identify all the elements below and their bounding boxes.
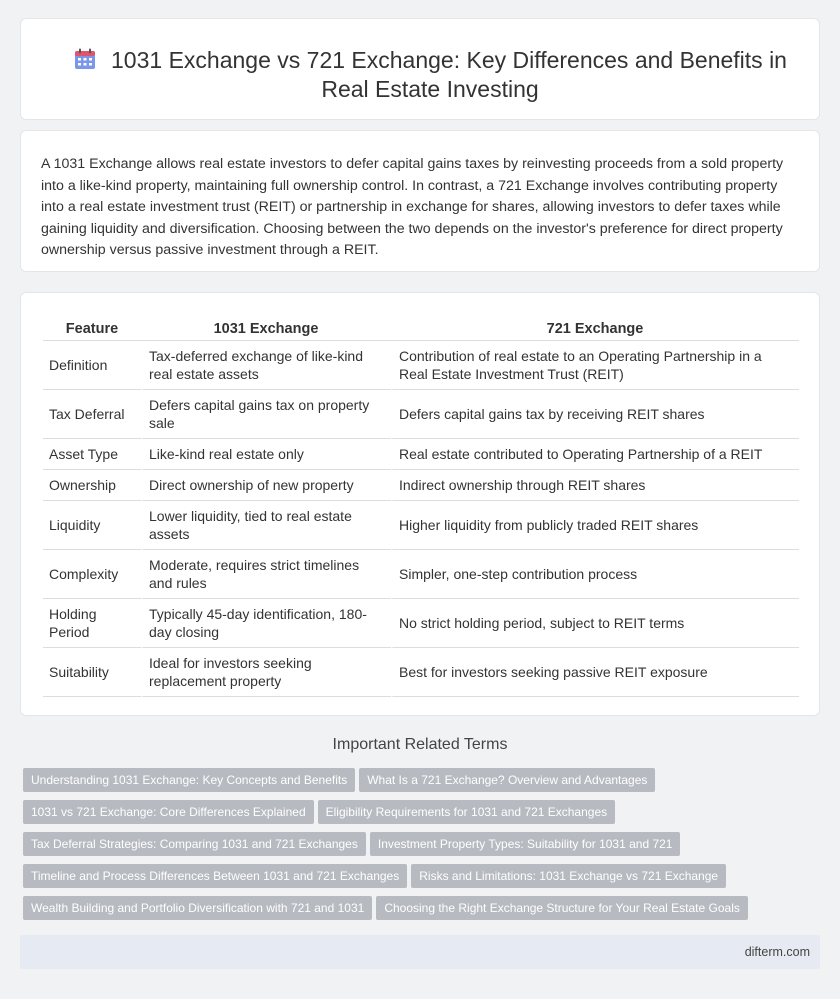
related-term-tag[interactable]: Choosing the Right Exchange Structure for Your Real Estate Goals: [376, 896, 748, 920]
comparison-table: [43, 313, 799, 697]
tag-row: [23, 896, 823, 928]
cell-1031: Tax-deferred exchange of like-kind real estate assets: [141, 341, 391, 390]
page-title: [61, 46, 799, 104]
table-row: [43, 599, 799, 648]
table-row: [43, 390, 799, 439]
intro-card: [20, 130, 820, 272]
related-terms-list: [23, 768, 823, 928]
tag-row: [23, 832, 823, 864]
cell-1031: Moderate, requires strict timelines and rules: [141, 550, 391, 599]
header-721: 721 Exchange: [391, 313, 799, 341]
footer: [20, 935, 820, 969]
cell-721: Best for investors seeking passive REIT exposure: [391, 648, 799, 697]
table-row: [43, 648, 799, 697]
page-title-text: 1031 Exchange vs 721 Exchange: Key Differences and Benefits in Real Estate Investing: [111, 47, 787, 102]
feature-cell: Definition: [43, 341, 141, 390]
table-row: [43, 501, 799, 550]
intro-paragraph: A 1031 Exchange allows real estate investors to defer capital gains taxes by reinvesting proceeds from a sold property into a like-kind property, maintaining full ownership control. In contrast, a 721 Exchange involves contributing property into a real estate investment trust (REIT) or partnership in exchange for shares, allowing investors to defer taxes while gaining liquidity and diversification. Choosing between the two depends on the investor's preference for direct property ownership versus passive investment through a REIT.: [41, 156, 784, 258]
feature-cell: Ownership: [43, 470, 141, 501]
header-card: [20, 18, 820, 120]
related-term-tag[interactable]: What Is a 721 Exchange? Overview and Advantages: [359, 768, 655, 792]
related-terms-title: Important Related Terms: [332, 736, 508, 753]
cell-1031: Direct ownership of new property: [141, 470, 391, 501]
comparison-table-card: [20, 292, 820, 716]
cell-721: Real estate contributed to Operating Partnership of a REIT: [391, 439, 799, 470]
cell-721: Higher liquidity from publicly traded REIT shares: [391, 501, 799, 550]
cell-1031: Like-kind real estate only: [141, 439, 391, 470]
related-term-tag[interactable]: Eligibility Requirements for 1031 and 721 Exchanges: [318, 800, 616, 824]
tag-row: [23, 768, 823, 800]
cell-721: Contribution of real estate to an Operating Partnership in a Real Estate Investment Trust (REIT): [391, 341, 799, 390]
feature-cell: Suitability: [43, 648, 141, 697]
feature-cell: Holding Period: [43, 599, 141, 648]
tag-row: [23, 864, 823, 896]
cell-721: Defers capital gains tax by receiving REIT shares: [391, 390, 799, 439]
related-term-tag[interactable]: Understanding 1031 Exchange: Key Concepts and Benefits: [23, 768, 355, 792]
related-term-tag[interactable]: Timeline and Process Differences Between 1031 and 721 Exchanges: [23, 864, 407, 888]
calendar-icon: [73, 47, 97, 71]
feature-cell: Asset Type: [43, 439, 141, 470]
feature-cell: Liquidity: [43, 501, 141, 550]
related-term-tag[interactable]: Wealth Building and Portfolio Diversification with 721 and 1031: [23, 896, 372, 920]
cell-721: Simpler, one-step contribution process: [391, 550, 799, 599]
header-1031: 1031 Exchange: [141, 313, 391, 341]
feature-cell: Complexity: [43, 550, 141, 599]
cell-1031: Ideal for investors seeking replacement property: [141, 648, 391, 697]
cell-1031: Defers capital gains tax on property sale: [141, 390, 391, 439]
related-term-tag[interactable]: Tax Deferral Strategies: Comparing 1031 and 721 Exchanges: [23, 832, 366, 856]
table-row: [43, 550, 799, 599]
cell-1031: Typically 45-day identification, 180-day closing: [141, 599, 391, 648]
footer-site-link[interactable]: difterm.com: [744, 945, 810, 959]
tag-row: [23, 800, 823, 832]
related-term-tag[interactable]: Risks and Limitations: 1031 Exchange vs 721 Exchange: [411, 864, 726, 888]
table-row: [43, 439, 799, 470]
cell-721: Indirect ownership through REIT shares: [391, 470, 799, 501]
header-feature: Feature: [43, 313, 141, 341]
cell-721: No strict holding period, subject to REIT terms: [391, 599, 799, 648]
table-header-row: [43, 313, 799, 341]
related-term-tag[interactable]: Investment Property Types: Suitability for 1031 and 721: [370, 832, 681, 856]
cell-1031: Lower liquidity, tied to real estate assets: [141, 501, 391, 550]
table-row: [43, 470, 799, 501]
table-row: [43, 341, 799, 390]
feature-cell: Tax Deferral: [43, 390, 141, 439]
related-term-tag[interactable]: 1031 vs 721 Exchange: Core Differences Explained: [23, 800, 314, 824]
